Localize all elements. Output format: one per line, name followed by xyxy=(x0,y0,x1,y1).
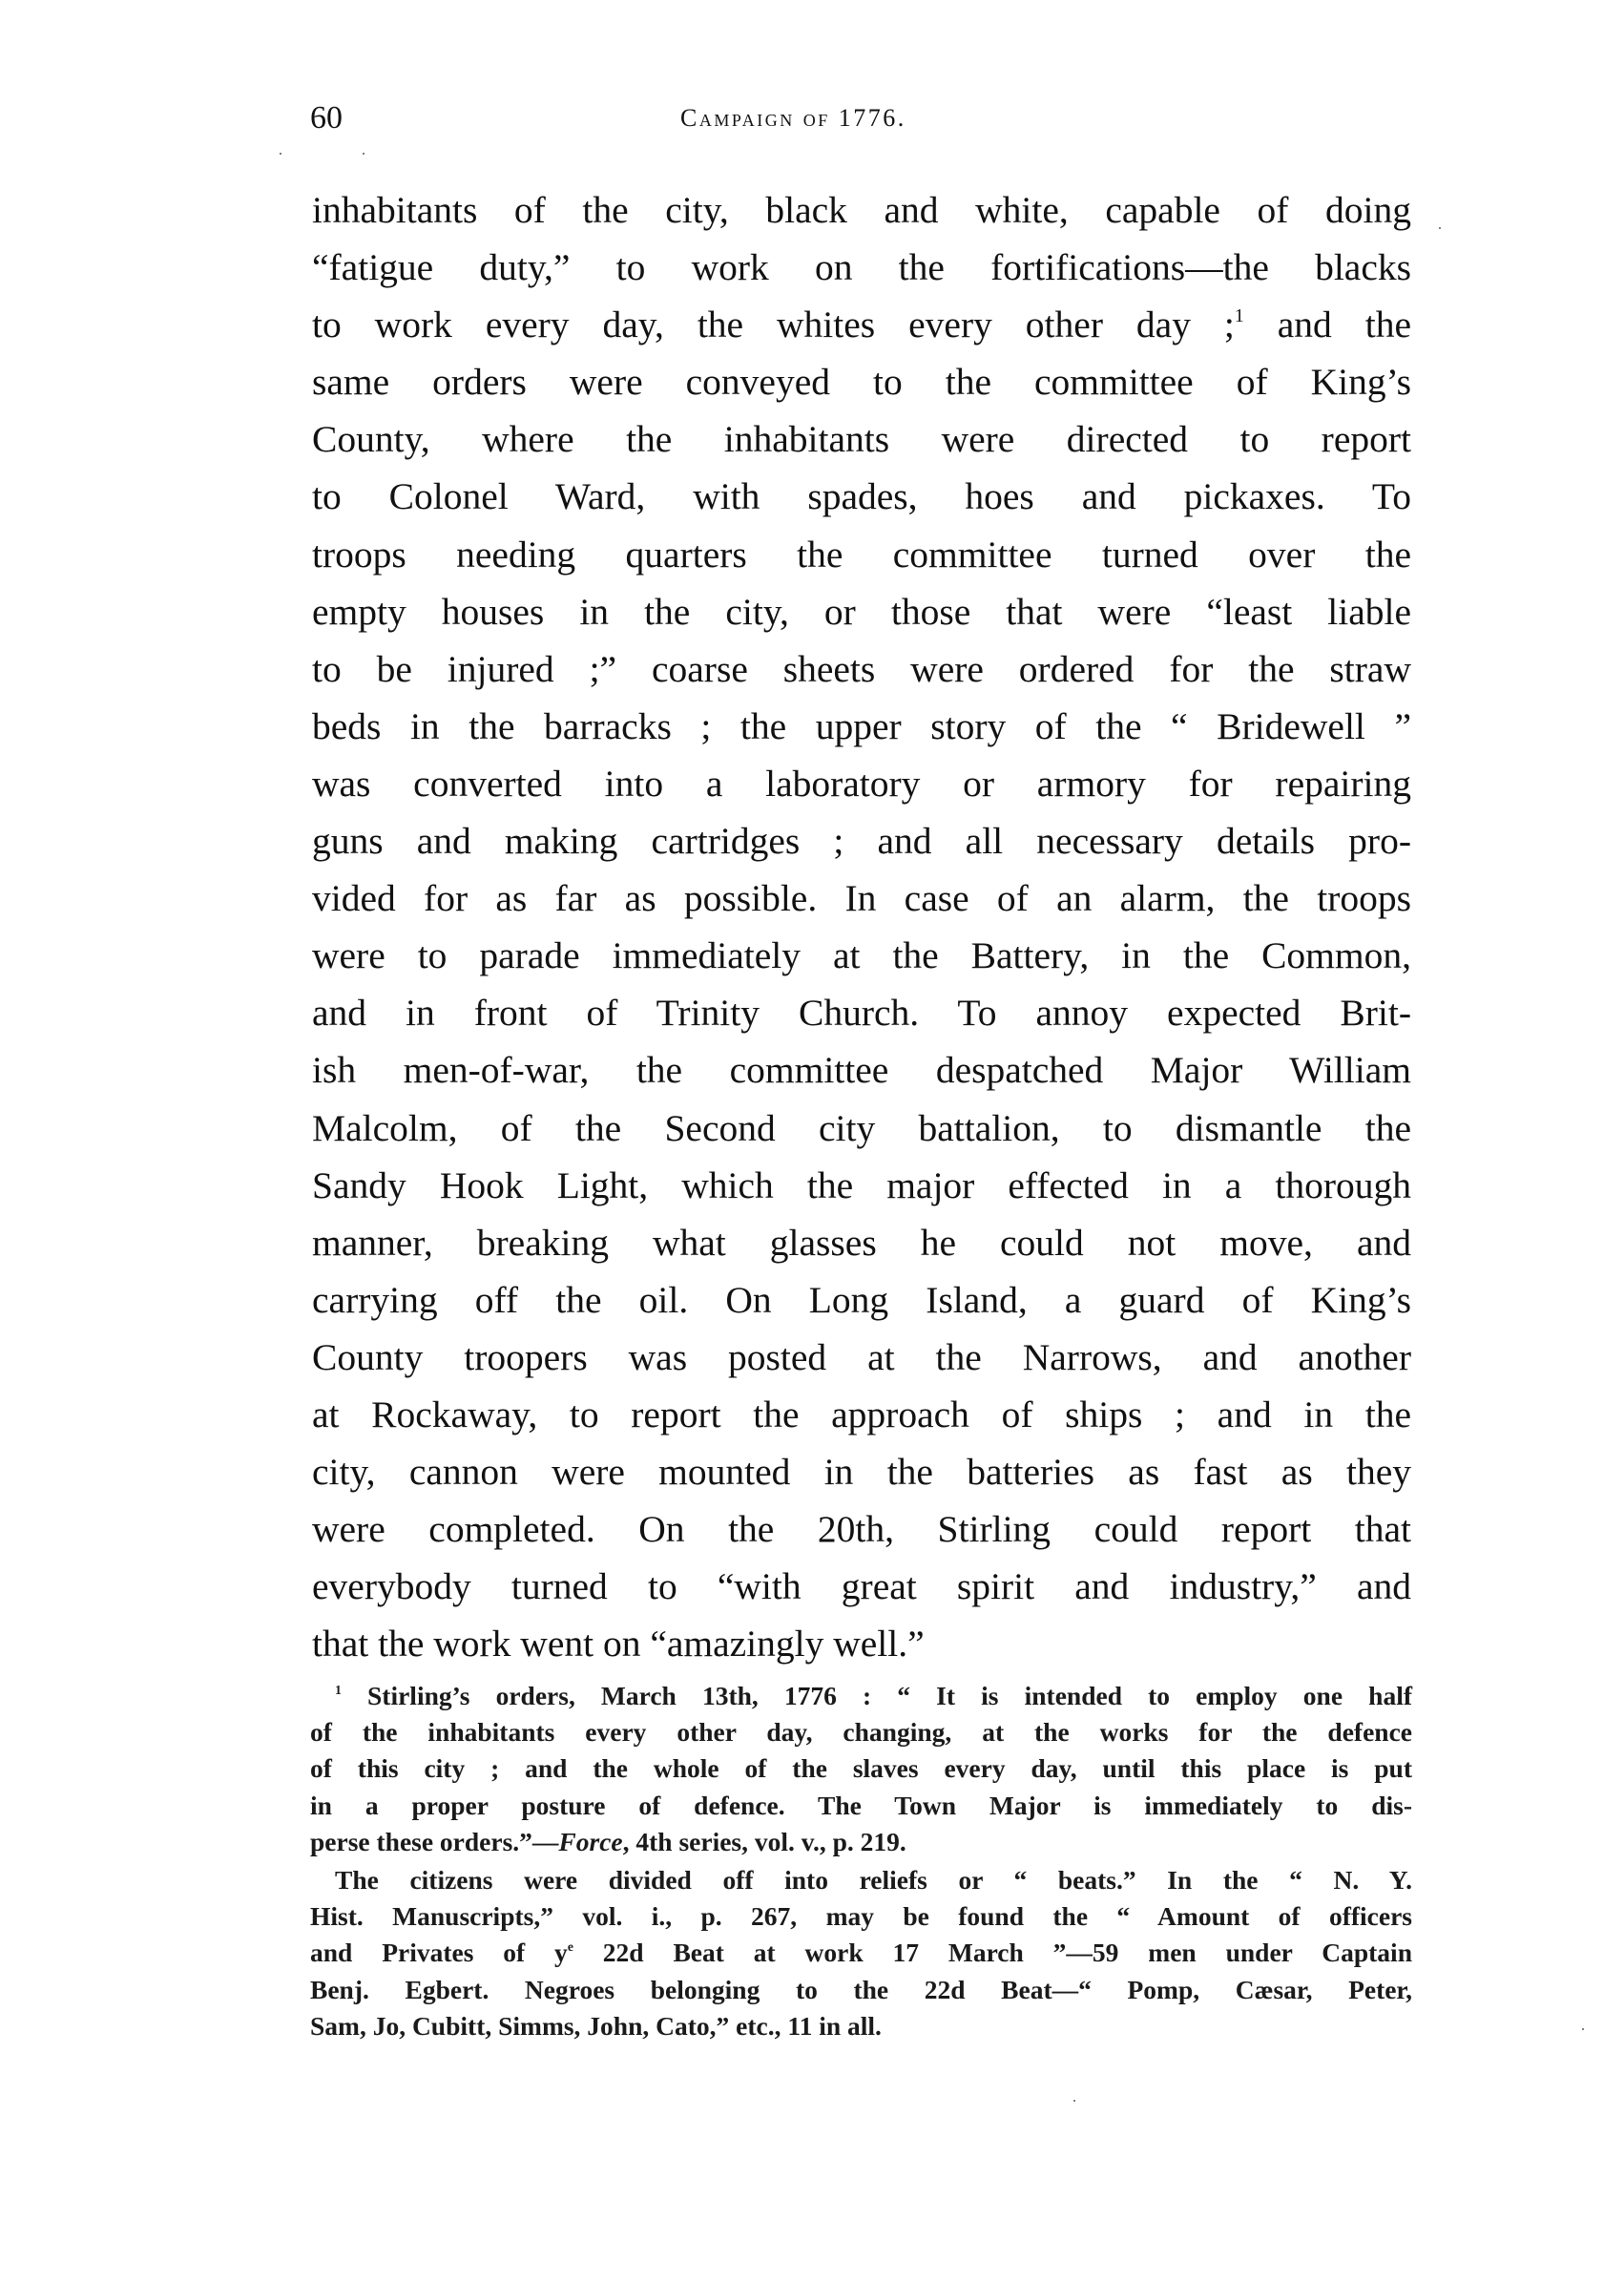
footnote-line: The citizens were divided off into reliefs or “ beats.” In the “ N. Y. xyxy=(335,1864,1412,1895)
footnote-text: perse these orders.”— xyxy=(310,1826,559,1856)
body-line: were to parade immediately at the Battery, in the Common, xyxy=(312,934,1411,977)
footnote-text: and Privates of y xyxy=(310,1938,568,1968)
scan-speck xyxy=(1073,2100,1075,2102)
body-line: everybody turned to “with great spirit and industry,” and xyxy=(312,1565,1411,1608)
footnote-line: Sam, Jo, Cubitt, Simms, John, Cato,” etc., 11 in all. xyxy=(310,2010,882,2041)
scan-speck xyxy=(1582,2028,1584,2030)
body-line xyxy=(312,296,1411,353)
body-line: carrying off the oil. On Long Island, a guard of King’s xyxy=(312,1278,1411,1321)
footnote-line: in a proper posture of defence. The Town Major is immediately to dis- xyxy=(310,1790,1412,1820)
footnote-line xyxy=(310,1678,1412,1714)
footnote-line xyxy=(310,1935,1412,1971)
footnote-line: of this city ; and the whole of the slaves every day, until this place is put xyxy=(310,1753,1412,1784)
source-title: Force xyxy=(558,1826,623,1856)
body-line: guns and making cartridges ; and all necessary details pro- xyxy=(312,820,1411,863)
footnote-line: Hist. Manuscripts,” vol. i., p. 267, may be found the “ Amount of officers xyxy=(310,1901,1412,1932)
body-line: was converted into a laboratory or armory for repairing xyxy=(312,762,1411,805)
scan-speck xyxy=(280,153,281,155)
body-line: County, where the inhabitants were directed to report xyxy=(312,418,1411,461)
scan-speck xyxy=(363,153,364,155)
body-line: Sandy Hook Light, which the major effected in a thorough xyxy=(312,1163,1411,1206)
body-line: city, cannon were mounted in the batteries as fast as they xyxy=(312,1451,1411,1494)
body-line: to be injured ;” coarse sheets were ordered for the straw xyxy=(312,647,1411,690)
footnote-line: Benj. Egbert. Negroes belonging to the 22d Beat—“ Pomp, Cæsar, Peter, xyxy=(310,1974,1412,2004)
body-line: beds in the barracks ; the upper story of the “ Bridewell ” xyxy=(312,704,1411,747)
body-line: empty houses in the city, or those that were “least liable xyxy=(312,590,1411,633)
running-title: Campaign of 1776. xyxy=(680,104,906,132)
body-line: were completed. On the 20th, Stirling could report that xyxy=(312,1508,1411,1551)
body-line: inhabitants of the city, black and white, capable of doing xyxy=(312,189,1411,231)
footnote-line: of the inhabitants every other day, changing, at the works for the defence xyxy=(310,1717,1412,1748)
body-line: County troopers was posted at the Narrows, and another xyxy=(312,1335,1411,1378)
body-line: that the work went on “amazingly well.” xyxy=(312,1623,925,1666)
body-text xyxy=(312,181,1411,1672)
footnotes xyxy=(310,1678,1412,2044)
footnote-line xyxy=(310,1824,1412,1860)
footnote-marker: 1 xyxy=(335,1683,342,1697)
footnote-1 xyxy=(310,1678,1412,1860)
footnote-text: Stirling’s orders, March 13th, 1776 : “ It is intended to employ one half xyxy=(367,1681,1412,1710)
body-line: at Rockaway, to report the approach of ships ; and in the xyxy=(312,1393,1411,1435)
page-number: 60 xyxy=(310,100,343,136)
body-line: same orders were conveyed to the committee of King’s xyxy=(312,361,1411,404)
body-line: vided for as far as possible. In case of an alarm, the troops xyxy=(312,877,1411,920)
body-line: ish men-of-war, the committee despatched Major William xyxy=(312,1049,1411,1092)
body-line: troops needing quarters the committee turned over the xyxy=(312,533,1411,576)
footnote-ref[interactable]: 1 xyxy=(1234,305,1244,327)
body-line: to Colonel Ward, with spades, hoes and pickaxes. To xyxy=(312,475,1411,518)
body-line: manner, breaking what glasses he could not move, and xyxy=(312,1221,1411,1264)
body-line: and in front of Trinity Church. To annoy expected Brit- xyxy=(312,992,1411,1035)
footnote-text: 22d Beat at work 17 March ”—59 men under Captain xyxy=(573,1938,1412,1968)
body-line: “fatigue duty,” to work on the fortifications—the blacks xyxy=(312,246,1411,289)
running-head xyxy=(310,99,1412,137)
body-line-tail: and the xyxy=(1243,304,1411,346)
body-line: Malcolm, of the Second city battalion, to dismantle the xyxy=(312,1106,1411,1149)
superscript-e: e xyxy=(567,1939,573,1955)
body-line-text: to work every day, the whites every other day ; xyxy=(312,304,1235,346)
footnote-text: , 4th series, vol. v., p. 219. xyxy=(622,1826,906,1856)
scan-speck xyxy=(1439,227,1441,229)
footnote-continuation xyxy=(310,1862,1412,2044)
